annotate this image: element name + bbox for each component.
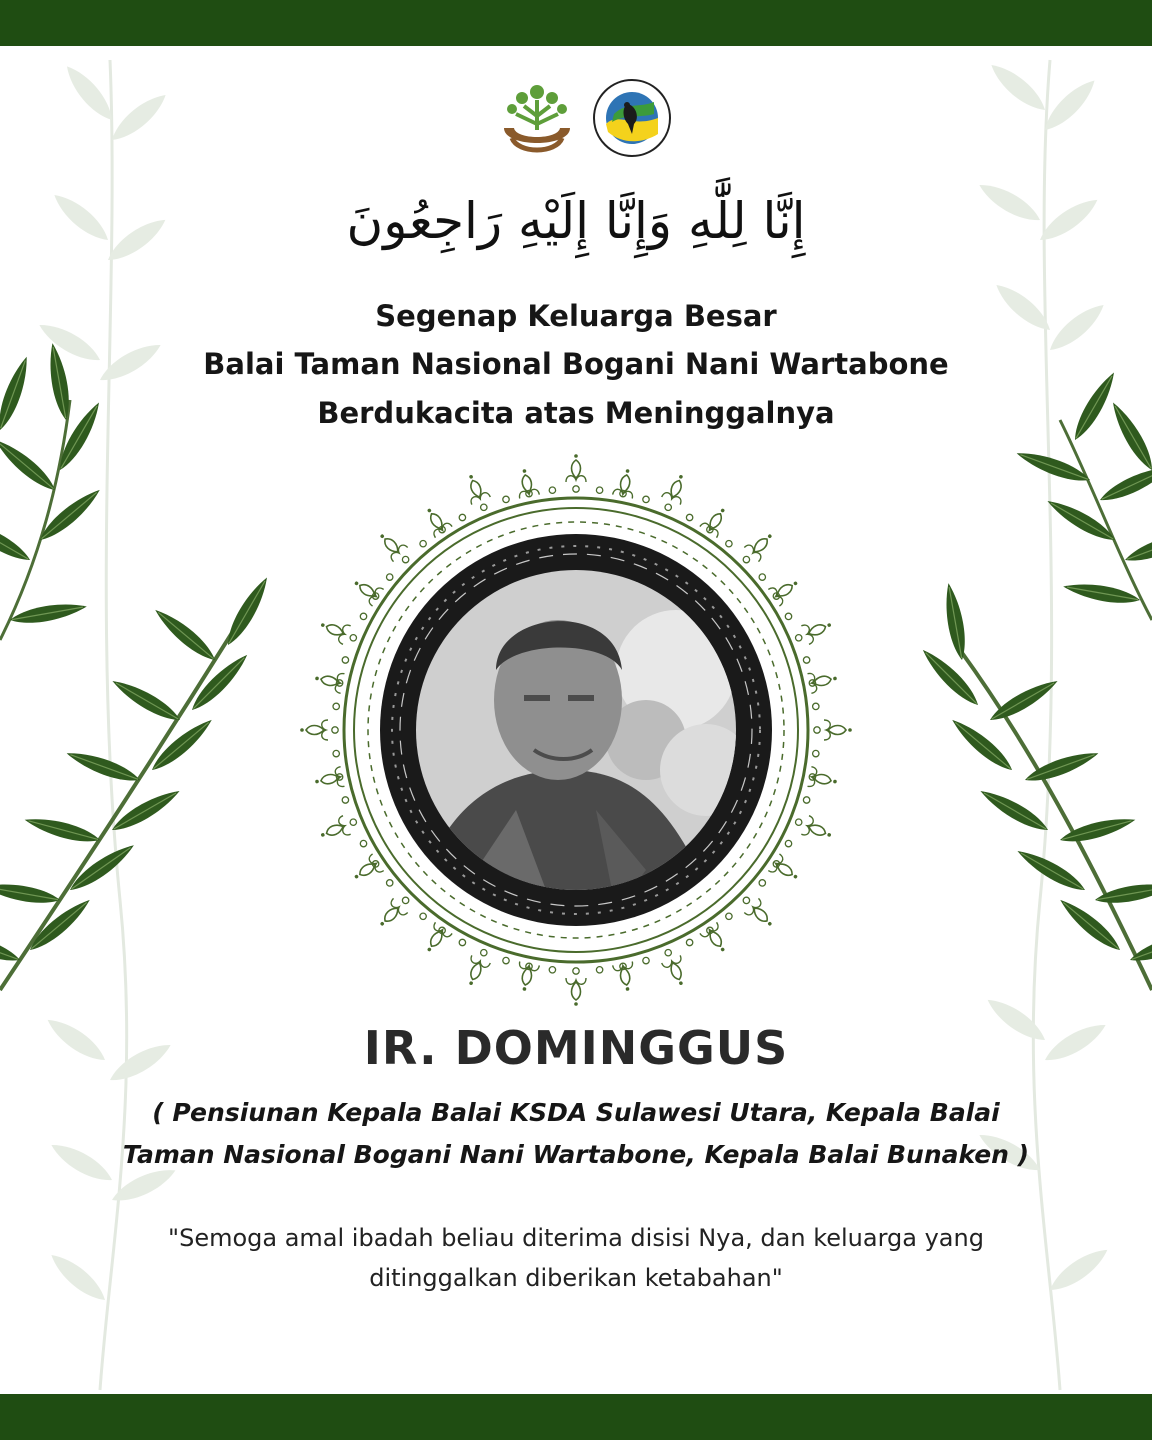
ornament-curl bbox=[814, 727, 820, 733]
ornament-curl bbox=[333, 750, 339, 756]
ornament-curl bbox=[686, 939, 692, 945]
ornament-curl bbox=[332, 727, 338, 733]
ornament-motif bbox=[420, 922, 452, 956]
ornament-curl bbox=[481, 950, 487, 956]
ornament-motif bbox=[313, 767, 344, 792]
ornament-curl bbox=[420, 541, 426, 547]
ornament-curl bbox=[796, 635, 802, 641]
ornament-motif bbox=[824, 720, 852, 740]
ministry-tree-logo bbox=[498, 78, 576, 156]
ornament-curl bbox=[686, 514, 692, 520]
ornament-motif bbox=[744, 898, 778, 932]
ornament-motif bbox=[566, 454, 586, 482]
national-park-logo bbox=[592, 78, 672, 158]
ornament-curl bbox=[402, 556, 408, 562]
deceased-name: IR. DOMINGGUS bbox=[363, 1021, 789, 1075]
ornament-curl bbox=[481, 504, 487, 510]
ornament-motif bbox=[808, 668, 839, 693]
ornament-motif bbox=[613, 467, 638, 498]
ornament-curl bbox=[759, 574, 765, 580]
quote-line-2: ditinggalkan diberikan ketabahan" bbox=[369, 1264, 783, 1292]
ornament-curl bbox=[743, 897, 749, 903]
ornament-motif bbox=[514, 962, 539, 993]
faint-leaves-left bbox=[35, 60, 179, 1390]
ornament-curl bbox=[665, 950, 671, 956]
ornament-curl bbox=[459, 939, 465, 945]
ornament-curl bbox=[503, 496, 509, 502]
ornament-curl bbox=[785, 840, 791, 846]
ornament-motif bbox=[349, 854, 383, 886]
ornament-motif bbox=[744, 528, 778, 562]
green-branch-right bbox=[918, 369, 1152, 990]
ornament-motif bbox=[768, 854, 802, 886]
ornament-curl bbox=[350, 635, 356, 641]
ornament-motif bbox=[420, 503, 452, 537]
ornament-curl bbox=[459, 514, 465, 520]
ornament-curl bbox=[360, 840, 366, 846]
ornament-motif bbox=[768, 574, 802, 606]
ornament-motif bbox=[317, 615, 350, 644]
ornament-curl bbox=[726, 541, 732, 547]
ornament-motif bbox=[300, 720, 328, 740]
ornament-curl bbox=[813, 750, 819, 756]
heading-line-2: Balai Taman Nasional Bogani Nani Wartabone bbox=[203, 347, 949, 381]
ornament-motif bbox=[349, 574, 383, 606]
ornament-motif bbox=[801, 615, 834, 644]
ornament-motif bbox=[613, 962, 638, 993]
ornament-curl bbox=[350, 819, 356, 825]
ornament-motif bbox=[374, 528, 408, 562]
ornament-curl bbox=[596, 967, 602, 973]
ornament-motif bbox=[461, 471, 490, 504]
ornament-motif bbox=[374, 898, 408, 932]
ornament-curl bbox=[803, 657, 809, 663]
arabic-phrase: إِنَّا لِلَّٰهِ وَإِنَّا إِلَيْهِ رَاجِعُونَ bbox=[346, 192, 806, 250]
description-line-2: Taman Nasional Bogani Nani Wartabone, Kepala Balai Bunaken ) bbox=[122, 1140, 1030, 1169]
ornament-motif bbox=[461, 955, 490, 988]
description-line-1: ( Pensiunan Kepala Balai KSDA Sulawesi Utara, Kepala Balai bbox=[152, 1098, 1000, 1127]
ornament-motif bbox=[662, 955, 691, 988]
ornament-curl bbox=[813, 703, 819, 709]
green-branch-left bbox=[0, 342, 273, 990]
logo-group bbox=[498, 78, 674, 156]
ornament-curl bbox=[803, 797, 809, 803]
ornament-curl bbox=[573, 486, 579, 492]
ornament-curl bbox=[387, 574, 393, 580]
ornament-motif bbox=[700, 503, 732, 537]
ornament-curl bbox=[549, 967, 555, 973]
ornament-curl bbox=[726, 913, 732, 919]
ornament-motif bbox=[801, 816, 834, 845]
ornament-curl bbox=[549, 487, 555, 493]
ornament-motif bbox=[700, 922, 732, 956]
ornament-curl bbox=[596, 487, 602, 493]
quote-line-1: "Semoga amal ibadah beliau diterima disisi Nya, dan keluarga yang bbox=[168, 1224, 984, 1252]
ornament-motif bbox=[566, 978, 586, 1006]
ornament-curl bbox=[342, 657, 348, 663]
ornament-curl bbox=[387, 880, 393, 886]
ornament-curl bbox=[333, 703, 339, 709]
ornament-motif bbox=[313, 668, 344, 693]
ornamental-medallion bbox=[296, 450, 856, 1010]
ornament-curl bbox=[796, 819, 802, 825]
ornament-motif bbox=[662, 471, 691, 504]
ornament-curl bbox=[665, 504, 671, 510]
ornament-curl bbox=[402, 897, 408, 903]
heading-line-1: Segenap Keluarga Besar bbox=[375, 299, 777, 333]
ornament-motif bbox=[514, 467, 539, 498]
ornament-motif bbox=[317, 816, 350, 845]
ornament-curl bbox=[643, 957, 649, 963]
ornament-curl bbox=[342, 797, 348, 803]
heading-line-3: Berdukacita atas Meninggalnya bbox=[317, 396, 835, 430]
ornament-curl bbox=[360, 613, 366, 619]
ornament-curl bbox=[759, 880, 765, 886]
ornament-motif bbox=[808, 767, 839, 792]
ornament-curl bbox=[785, 613, 791, 619]
faint-leaves-right bbox=[975, 58, 1113, 1390]
ornament-curl bbox=[420, 913, 426, 919]
ornament-curl bbox=[503, 957, 509, 963]
ornament-curl bbox=[643, 496, 649, 502]
ornament-curl bbox=[573, 968, 579, 974]
ornament-curl bbox=[743, 556, 749, 562]
